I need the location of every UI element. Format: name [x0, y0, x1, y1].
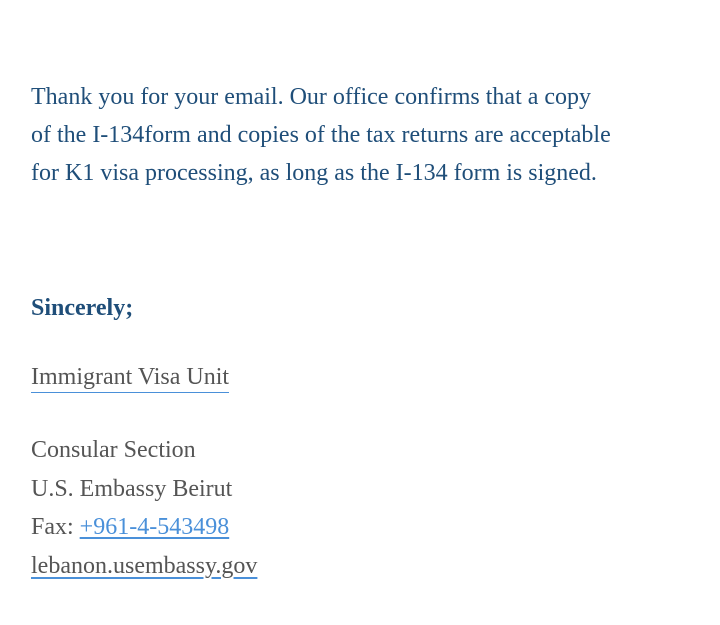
- consular-section-text: Consular Section: [31, 437, 196, 463]
- email-body: [31, 78, 701, 585]
- signature-block: [31, 431, 701, 585]
- fax-label: Fax:: [31, 514, 74, 540]
- closing-salutation: Sincerely;: [31, 295, 134, 321]
- immigrant-visa-unit-link[interactable]: Immigrant Visa Unit: [31, 362, 229, 393]
- message-line-2: of the I-134form and copies of the tax returns are acceptable: [31, 122, 611, 148]
- fax-line: [31, 508, 701, 547]
- message-line-3: for K1 visa processing, as long as the I-134 form is signed.: [31, 160, 597, 186]
- fax-number-link[interactable]: +961-4-543498: [79, 514, 230, 540]
- message-line-1: Thank you for your email. Our office confirms that a copy: [31, 84, 592, 110]
- embassy-website-link[interactable]: lebanon.usembassy.gov: [31, 552, 258, 579]
- website-line: [31, 547, 701, 586]
- embassy-name-text: U.S. Embassy Beirut: [31, 475, 233, 502]
- message-paragraph: [31, 78, 701, 192]
